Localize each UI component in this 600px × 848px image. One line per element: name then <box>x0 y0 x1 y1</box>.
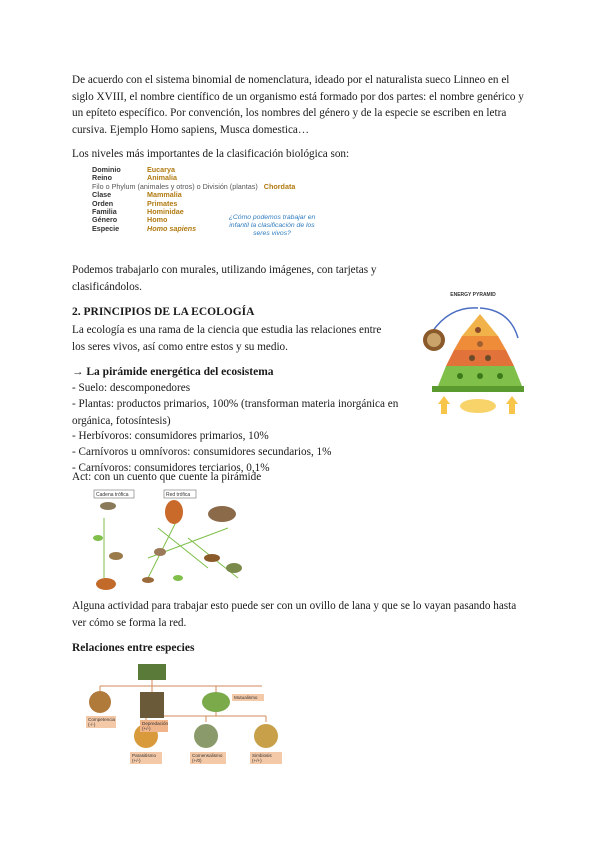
murales-paragraph: Podemos trabajarlo con murales, utilizando imágenes, con tarjetas y clasificándolos. <box>72 264 377 293</box>
act-line: Act: con un cuento que cuente la pirámide <box>72 471 262 483</box>
taxonomy-table-image <box>92 166 324 240</box>
rank-label: Filo o Phylum (animales y otros) o División (plantas) <box>92 181 258 191</box>
rank-label: Especie <box>92 223 120 233</box>
rank-value: Animalia <box>147 173 177 183</box>
rank-label: Orden <box>92 198 114 208</box>
pyramid-illustration <box>420 292 526 420</box>
ovillo-paragraph: Alguna actividad para trabajar esto puede ser con un ovillo de lana y que se lo vayan pasando hasta ver cómo se forma la red. <box>72 600 517 629</box>
rank-value: Chordata <box>263 181 296 191</box>
relation-mutualismo: Mutualismo <box>232 694 264 701</box>
food-web-label: Red trófica <box>166 492 191 498</box>
pyramid-item: - Carnívoros: consumidores terciarios, 0,1% <box>72 462 270 474</box>
rank-label: Dominio <box>92 165 121 174</box>
section-heading-ecologia: 2. PRINCIPIOS DE LA ECOLOGÍA <box>72 306 255 318</box>
rank-label: Clase <box>92 190 112 200</box>
taxonomy-question: ¿Cómo podemos trabajar en infantil la clasificación de los seres vivos? <box>228 214 316 237</box>
relation-depredacion: Depredación (+/-) <box>142 721 169 731</box>
food-chain-label: Cadena trófica <box>96 492 129 498</box>
rank-label: Familia <box>92 207 117 217</box>
food-web-illustration <box>88 488 256 592</box>
relations-heading: Relaciones entre especies <box>72 642 195 654</box>
pyramid-heading: → La pirámide energética del ecosistema <box>72 366 274 378</box>
relation-simbiosis: Simbiosis (+/+) <box>250 752 282 764</box>
food-web-image <box>88 488 256 592</box>
ecologia-paragraph: La ecología es una rama de la ciencia que estudia las relaciones entre los seres vivos, así como entre estos y su medio. <box>72 324 382 353</box>
pyramid-item: - Herbívoros: consumidores primarios, 10% <box>72 430 269 442</box>
rank-label: Reino <box>92 173 112 183</box>
rank-value: Homo sapiens <box>147 223 197 233</box>
pyramid-item: - Plantas: productos primarios, 100% (transforman materia inorgánica en orgánica, fotosíntesis) <box>72 398 399 427</box>
classification-intro: Los niveles más importantes de la clasificación biológica son: <box>72 148 350 160</box>
species-relations-image <box>86 660 286 770</box>
rank-value: Homo <box>147 215 168 225</box>
binomial-paragraph: De acuerdo con el sistema binomial de nomenclatura, ideado por el naturalista sueco Linneo en el siglo XVIII, el nombre científico de un organismo está formado por dos partes: el nombre genérico y un epíteto específico. Por convención, los nombres del género y de la especie se escriben en letra cursiva. Ejemplo Homo sapiens, Musca domestica… <box>72 74 524 136</box>
pyramid-image-title: ENERGY PYRAMID <box>450 292 496 298</box>
rank-value: Primates <box>147 198 178 208</box>
energy-pyramid-image <box>420 292 526 420</box>
rank-value: Eucarya <box>147 165 175 174</box>
pyramid-item: - Carnívoros u omnívoros: consumidores secundarios, 1% <box>72 446 332 458</box>
relation-comensalismo: Comensalismo (+/0) <box>190 752 226 764</box>
rank-value: Hominidae <box>147 207 184 217</box>
pyramid-item: - Suelo: descomponedores <box>72 382 191 394</box>
relation-competencia: Competencia (-/-) <box>88 717 116 727</box>
rank-value: Mammalia <box>147 190 182 200</box>
rank-label: Género <box>92 215 118 225</box>
relation-parasitismo: Parasitismo (+/-) <box>130 752 162 764</box>
